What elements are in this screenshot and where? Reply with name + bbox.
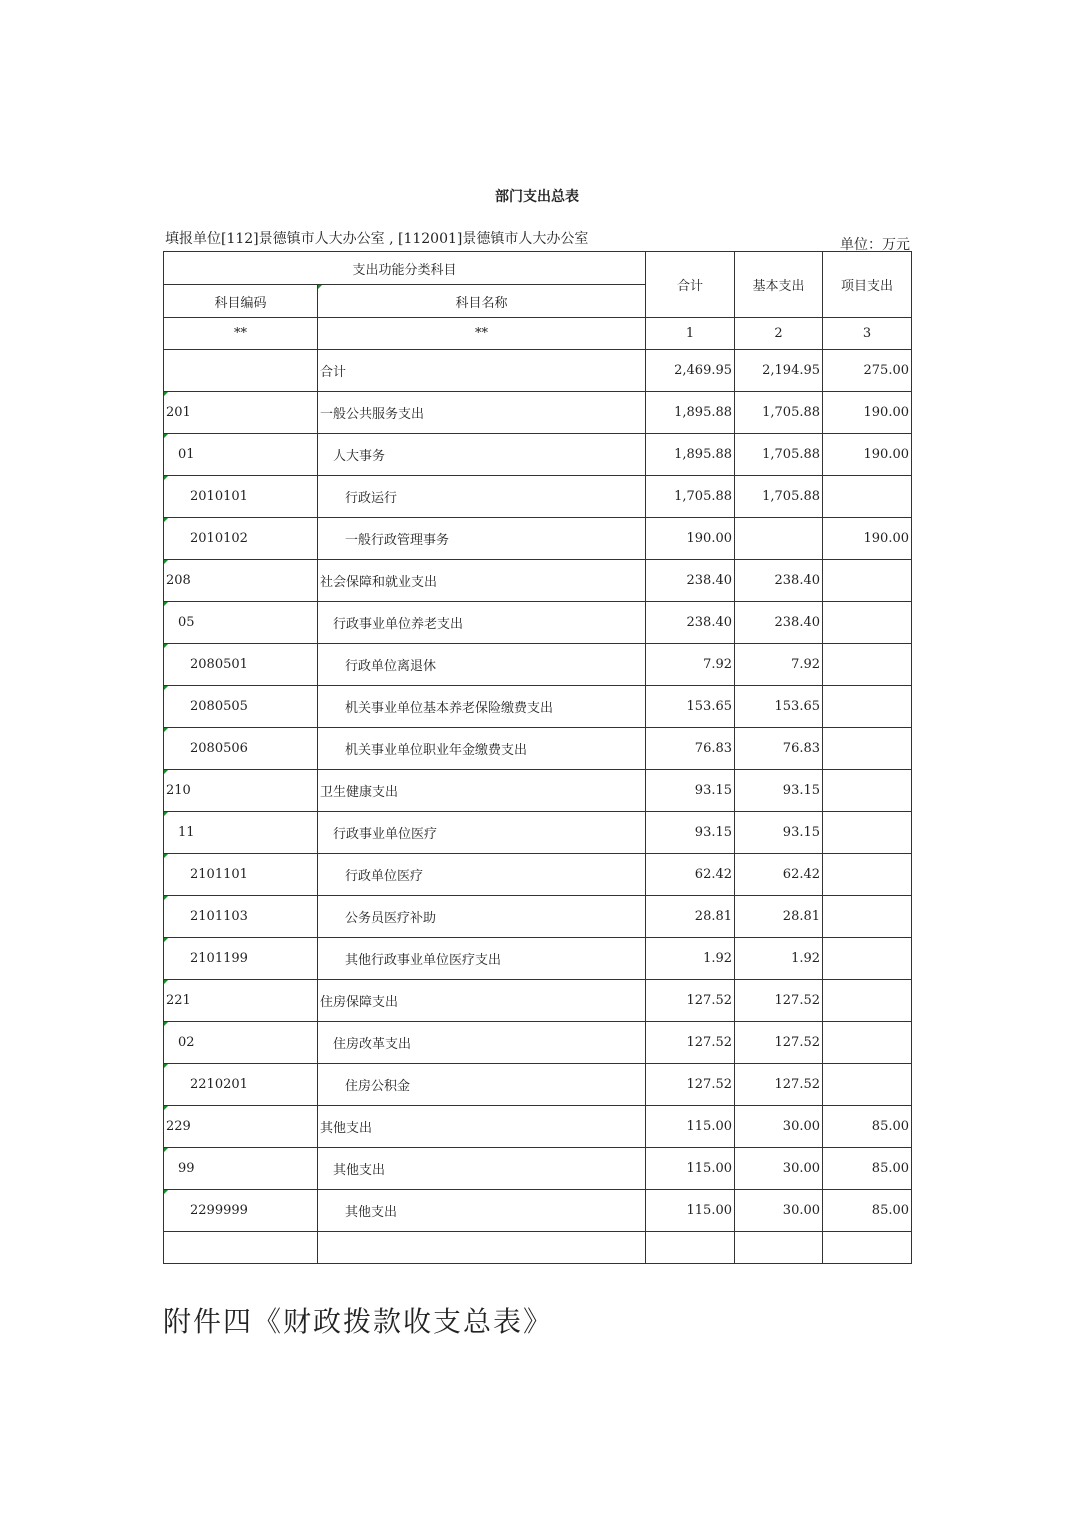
row-name-text: 其他支出	[333, 1163, 386, 1178]
cell-marker	[164, 1190, 168, 1194]
row-code-text: 05	[178, 615, 195, 630]
row-code-text: 99	[178, 1161, 195, 1176]
row-project-text: 85.00	[871, 1203, 910, 1218]
cell-marker	[164, 938, 168, 942]
cell-marker	[318, 285, 322, 289]
row-basic-text: 28.81	[782, 909, 821, 924]
row-project	[823, 770, 912, 812]
row-name	[318, 1064, 646, 1106]
header-code: 科目编码	[164, 285, 318, 318]
row-code-text: 2101101	[190, 867, 248, 882]
row-name	[318, 728, 646, 770]
row-total	[646, 434, 735, 476]
row-basic-text: 1.92	[791, 951, 821, 966]
row-basic-text: 1,705.88	[762, 447, 821, 462]
row-code-text: 2010102	[190, 531, 248, 546]
cell-marker	[164, 392, 168, 396]
row-name-text: 行政运行	[345, 491, 398, 506]
row-basic	[735, 1232, 823, 1264]
row-code	[164, 686, 318, 728]
table-row	[164, 812, 912, 854]
row-name	[318, 602, 646, 644]
row-total-text: 93.15	[694, 825, 733, 840]
row-total-text: 1.92	[703, 951, 733, 966]
row-basic-text: 238.40	[774, 573, 821, 588]
row-total-text: 76.83	[694, 741, 733, 756]
row-basic	[735, 1190, 823, 1232]
row-code-text: 2101199	[190, 951, 248, 966]
row-total	[646, 350, 735, 392]
row-total	[646, 728, 735, 770]
row-name	[318, 812, 646, 854]
cell-marker	[164, 1022, 168, 1026]
row-code-text: 229	[166, 1119, 191, 1134]
row-basic-text: 93.15	[782, 783, 821, 798]
page-title: 部门支出总表	[495, 189, 579, 205]
row-project	[823, 1022, 912, 1064]
row-total	[646, 1232, 735, 1264]
row-total-text: 127.52	[686, 1077, 733, 1092]
cell-marker	[164, 602, 168, 606]
row-total-text: 2,469.95	[674, 363, 733, 378]
index-3: 3	[823, 318, 912, 350]
row-total	[646, 1148, 735, 1190]
row-total-text: 1,705.88	[674, 489, 733, 504]
filler-unit-label: 填报单位[112]景德镇市人大办公室 , [112001]景德镇市人大办公室	[165, 231, 589, 247]
row-code	[164, 938, 318, 980]
row-code	[164, 1106, 318, 1148]
row-basic	[735, 1064, 823, 1106]
row-name-text: 住房改革支出	[333, 1037, 412, 1052]
row-total	[646, 1106, 735, 1148]
row-total-text: 190.00	[686, 531, 733, 546]
row-code-text: 11	[178, 825, 195, 840]
table-row	[164, 1064, 912, 1106]
row-name	[318, 980, 646, 1022]
table-row	[164, 1190, 912, 1232]
row-basic	[735, 980, 823, 1022]
table-row	[164, 350, 912, 392]
row-total	[646, 476, 735, 518]
row-project	[823, 434, 912, 476]
row-code-text: 2010101	[190, 489, 248, 504]
row-basic	[735, 644, 823, 686]
row-basic	[735, 350, 823, 392]
row-code-text: 01	[178, 447, 195, 462]
cell-marker	[164, 896, 168, 900]
row-project	[823, 518, 912, 560]
row-name-text: 行政单位离退休	[345, 659, 437, 674]
row-code	[164, 518, 318, 560]
row-project-text: 85.00	[871, 1161, 910, 1176]
cell-marker	[164, 1106, 168, 1110]
row-name	[318, 1148, 646, 1190]
row-basic	[735, 434, 823, 476]
row-total	[646, 686, 735, 728]
row-basic	[735, 392, 823, 434]
table-row	[164, 728, 912, 770]
row-code	[164, 476, 318, 518]
row-name	[318, 392, 646, 434]
row-name	[318, 896, 646, 938]
row-basic	[735, 686, 823, 728]
row-name-text: 一般行政管理事务	[345, 533, 450, 548]
row-total-text: 238.40	[686, 573, 733, 588]
row-project-text: 85.00	[871, 1119, 910, 1134]
row-code	[164, 980, 318, 1022]
cell-marker	[164, 812, 168, 816]
row-project	[823, 1148, 912, 1190]
table-row	[164, 518, 912, 560]
row-basic	[735, 812, 823, 854]
row-name	[318, 1022, 646, 1064]
row-name-text: 机关事业单位基本养老保险缴费支出	[345, 701, 554, 716]
row-basic-text: 30.00	[782, 1119, 821, 1134]
row-project	[823, 854, 912, 896]
row-name	[318, 434, 646, 476]
row-code-text: 02	[178, 1035, 195, 1050]
index-name: **	[318, 318, 646, 350]
row-total	[646, 812, 735, 854]
row-basic-text: 127.52	[774, 1077, 821, 1092]
row-total	[646, 1064, 735, 1106]
row-name-text: 行政单位医疗	[345, 869, 424, 884]
row-code	[164, 1148, 318, 1190]
cell-marker	[164, 980, 168, 984]
row-project	[823, 728, 912, 770]
row-project	[823, 896, 912, 938]
row-project	[823, 644, 912, 686]
row-name-text: 合计	[320, 365, 347, 380]
row-code	[164, 770, 318, 812]
row-name-text: 其他支出	[345, 1205, 398, 1220]
row-name	[318, 770, 646, 812]
row-code-text: 201	[166, 405, 191, 420]
index-code: **	[164, 318, 318, 350]
row-basic-text: 127.52	[774, 993, 821, 1008]
row-name	[318, 1106, 646, 1148]
row-name-text: 公务员医疗补助	[345, 911, 437, 926]
header-row-group	[164, 252, 912, 285]
row-total	[646, 770, 735, 812]
row-code	[164, 1064, 318, 1106]
cell-marker	[164, 1148, 168, 1152]
row-basic-text: 127.52	[774, 1035, 821, 1050]
row-code-text: 2210201	[190, 1077, 248, 1092]
row-code	[164, 350, 318, 392]
row-code	[164, 434, 318, 476]
header-index-row	[164, 318, 912, 350]
row-code	[164, 602, 318, 644]
row-name	[318, 938, 646, 980]
table-row	[164, 434, 912, 476]
row-code-text: 2080505	[190, 699, 248, 714]
cell-marker	[164, 476, 168, 480]
table-row	[164, 896, 912, 938]
expenditure-table	[163, 251, 912, 1264]
row-code	[164, 1022, 318, 1064]
row-basic	[735, 770, 823, 812]
row-name-text: 其他行政事业单位医疗支出	[345, 953, 502, 968]
header-basic: 基本支出	[735, 252, 823, 318]
row-name	[318, 854, 646, 896]
row-code	[164, 1190, 318, 1232]
row-project	[823, 1190, 912, 1232]
table-row	[164, 938, 912, 980]
cell-marker	[164, 854, 168, 858]
row-basic-text: 30.00	[782, 1161, 821, 1176]
row-total	[646, 980, 735, 1022]
row-code-text: 2080506	[190, 741, 248, 756]
row-code	[164, 644, 318, 686]
row-basic	[735, 1106, 823, 1148]
row-total	[646, 602, 735, 644]
row-project-text: 190.00	[863, 531, 910, 546]
row-code	[164, 728, 318, 770]
row-basic	[735, 728, 823, 770]
row-basic-text: 93.15	[782, 825, 821, 840]
row-basic	[735, 938, 823, 980]
table-row	[164, 1106, 912, 1148]
unit-label: 单位：万元	[840, 237, 910, 253]
row-basic-text: 153.65	[774, 699, 821, 714]
row-project-text: 190.00	[863, 405, 910, 420]
row-project-text: 190.00	[863, 447, 910, 462]
row-project	[823, 560, 912, 602]
row-name-text: 住房公积金	[345, 1079, 411, 1094]
row-name-text: 一般公共服务支出	[320, 407, 425, 422]
row-basic	[735, 602, 823, 644]
row-name-text: 住房保障支出	[320, 995, 399, 1010]
table-row	[164, 686, 912, 728]
cell-marker	[164, 1064, 168, 1068]
row-total	[646, 518, 735, 560]
index-2: 2	[735, 318, 823, 350]
row-code	[164, 1232, 318, 1264]
row-name-text: 卫生健康支出	[320, 785, 399, 800]
row-total	[646, 1190, 735, 1232]
cell-marker	[164, 560, 168, 564]
header-total: 合计	[646, 252, 735, 318]
row-basic	[735, 560, 823, 602]
row-project	[823, 980, 912, 1022]
row-total	[646, 392, 735, 434]
row-total	[646, 1022, 735, 1064]
row-basic	[735, 1022, 823, 1064]
row-name	[318, 560, 646, 602]
header-project: 项目支出	[823, 252, 912, 318]
table-row	[164, 770, 912, 812]
table-row	[164, 644, 912, 686]
row-project	[823, 686, 912, 728]
row-project	[823, 1232, 912, 1264]
row-name	[318, 476, 646, 518]
row-name	[318, 644, 646, 686]
row-basic-text: 76.83	[782, 741, 821, 756]
table-row	[164, 854, 912, 896]
row-project	[823, 392, 912, 434]
table-row	[164, 1232, 912, 1264]
row-basic-text: 2,194.95	[762, 363, 821, 378]
row-total-text: 127.52	[686, 1035, 733, 1050]
row-total-text: 115.00	[686, 1161, 733, 1176]
cell-marker	[164, 686, 168, 690]
row-total-text: 7.92	[703, 657, 733, 672]
row-name-text: 行政事业单位养老支出	[333, 617, 464, 632]
table-row	[164, 560, 912, 602]
row-basic-text: 7.92	[791, 657, 821, 672]
row-name-text: 其他支出	[320, 1121, 373, 1136]
row-name-text: 机关事业单位职业年金缴费支出	[345, 743, 528, 758]
row-code	[164, 392, 318, 434]
cell-marker	[164, 770, 168, 774]
cell-marker	[164, 644, 168, 648]
table-row	[164, 1148, 912, 1190]
row-basic-text: 30.00	[782, 1203, 821, 1218]
row-project	[823, 938, 912, 980]
index-1: 1	[646, 318, 735, 350]
row-project	[823, 476, 912, 518]
row-code-text: 208	[166, 573, 191, 588]
row-code-text: 221	[166, 993, 191, 1008]
cell-marker	[164, 728, 168, 732]
cell-marker	[164, 518, 168, 522]
row-total-text: 153.65	[686, 699, 733, 714]
row-code-text: 2299999	[190, 1203, 248, 1218]
row-name-text: 行政事业单位医疗	[333, 827, 438, 842]
row-code	[164, 560, 318, 602]
row-code-text: 2101103	[190, 909, 248, 924]
row-name	[318, 518, 646, 560]
row-basic	[735, 1148, 823, 1190]
row-total-text: 93.15	[694, 783, 733, 798]
row-total-text: 28.81	[694, 909, 733, 924]
row-project	[823, 812, 912, 854]
row-basic	[735, 476, 823, 518]
row-name	[318, 686, 646, 728]
row-total-text: 62.42	[694, 867, 733, 882]
row-name	[318, 350, 646, 392]
row-total	[646, 938, 735, 980]
table-row	[164, 980, 912, 1022]
row-name	[318, 1232, 646, 1264]
table-row	[164, 476, 912, 518]
header-name: 科目名称	[318, 285, 646, 318]
row-project	[823, 350, 912, 392]
table-row	[164, 392, 912, 434]
row-total	[646, 560, 735, 602]
row-basic	[735, 518, 823, 560]
row-name-text: 人大事务	[333, 449, 386, 464]
row-project	[823, 1106, 912, 1148]
row-project	[823, 602, 912, 644]
row-basic-text: 1,705.88	[762, 489, 821, 504]
table-row	[164, 1022, 912, 1064]
row-total	[646, 896, 735, 938]
row-total	[646, 854, 735, 896]
row-project	[823, 1064, 912, 1106]
row-basic-text: 238.40	[774, 615, 821, 630]
cell-marker	[164, 434, 168, 438]
header-group-cell: 支出功能分类科目	[164, 252, 646, 285]
row-total-text: 1,895.88	[674, 447, 733, 462]
row-code	[164, 812, 318, 854]
row-code-text: 210	[166, 783, 191, 798]
attachment-heading: 附件四《财政拨款收支总表》	[163, 1305, 554, 1338]
table-row	[164, 602, 912, 644]
row-basic-text: 1,705.88	[762, 405, 821, 420]
row-total-text: 127.52	[686, 993, 733, 1008]
row-code-text: 2080501	[190, 657, 248, 672]
row-total-text: 115.00	[686, 1203, 733, 1218]
row-total-text: 238.40	[686, 615, 733, 630]
row-code	[164, 854, 318, 896]
row-total-text: 1,895.88	[674, 405, 733, 420]
row-project-text: 275.00	[863, 363, 910, 378]
row-basic-text: 62.42	[782, 867, 821, 882]
row-total-text: 115.00	[686, 1119, 733, 1134]
row-total	[646, 644, 735, 686]
row-code	[164, 896, 318, 938]
row-basic	[735, 896, 823, 938]
row-name-text: 社会保障和就业支出	[320, 575, 438, 590]
row-name	[318, 1190, 646, 1232]
row-basic	[735, 854, 823, 896]
